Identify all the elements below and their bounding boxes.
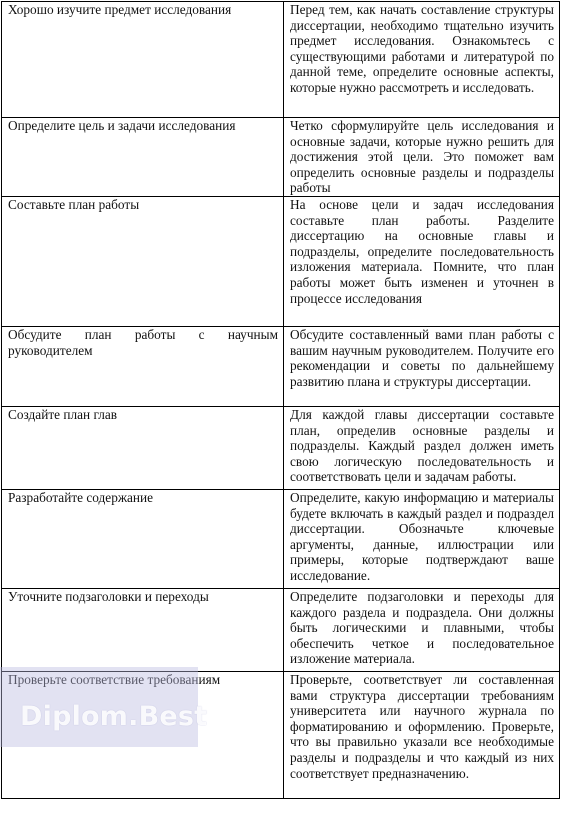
description-cell: Определите подзаголовки и переходы для каждого раздела и подраздела. Они должны быть логическими и плавными, чтобы обеспечить четкое и последовательное изложение материала. xyxy=(284,589,560,672)
step-cell: Обсудите план работы с научным руководителем xyxy=(2,327,284,407)
description-cell: Проверьте, соответствует ли составленная вами структура диссертации требованиям университета или научного журнала по форматированию и оформлению. Проверьте, что вы правильно указали все необходимые разделы и подразделы и что каждый из них соответствует предназначению. xyxy=(284,672,560,799)
table-row xyxy=(2,407,560,490)
description-cell: Перед тем, как начать составление структуры диссертации, необходимо тщательно изучить предмет исследования. Ознакомьтесь с существующими работами и литературой по данной теме, определите основные аспекты, которые нужно рассмотреть и исследовать. xyxy=(284,2,560,118)
description-cell: На основе цели и задач исследования составьте план работы. Разделите диссертацию на основные главы и подразделы, определите последовательность изложения материала. Помните, что план работы может быть изменен и уточнен в процессе исследования xyxy=(284,197,560,327)
description-cell: Обсудите составленный вами план работы с вашим научным руководителем. Получите его рекомендации и советы по дальнейшему развитию плана и структуры диссертации. xyxy=(284,327,560,407)
table-row xyxy=(2,118,560,197)
step-cell: Хорошо изучите предмет исследования xyxy=(2,2,284,118)
step-cell: Определите цель и задачи исследования xyxy=(2,118,284,197)
table-row xyxy=(2,589,560,672)
table-row xyxy=(2,490,560,589)
step-cell: Составьте план работы xyxy=(2,197,284,327)
description-cell: Определите, какую информацию и материалы будете включать в каждый раздел и подраздел диссертации. Обозначьте ключевые аргументы, данные, иллюстрации или примеры, которые подтверждают ваше исследование. xyxy=(284,490,560,589)
structure-steps-table xyxy=(1,1,560,799)
table-row xyxy=(2,2,560,118)
description-cell: Четко сформулируйте цель исследования и основные задачи, которые нужно решить для достижения этой цели. Это поможет вам определить основные разделы и подразделы работы xyxy=(284,118,560,197)
step-cell: Проверьте соответствие требованиям xyxy=(2,672,284,799)
step-cell: Создайте план глав xyxy=(2,407,284,490)
step-cell: Уточните подзаголовки и переходы xyxy=(2,589,284,672)
table-row xyxy=(2,197,560,327)
table-row xyxy=(2,327,560,407)
step-cell: Разработайте содержание xyxy=(2,490,284,589)
watermark-text: Diplom.Best xyxy=(20,701,208,732)
description-cell: Для каждой главы диссертации составьте план, определив основные разделы и подразделы. Каждый раздел должен иметь свою логическую последовательность и соответствовать цели и задачам работы. xyxy=(284,407,560,490)
table-row xyxy=(2,672,560,799)
